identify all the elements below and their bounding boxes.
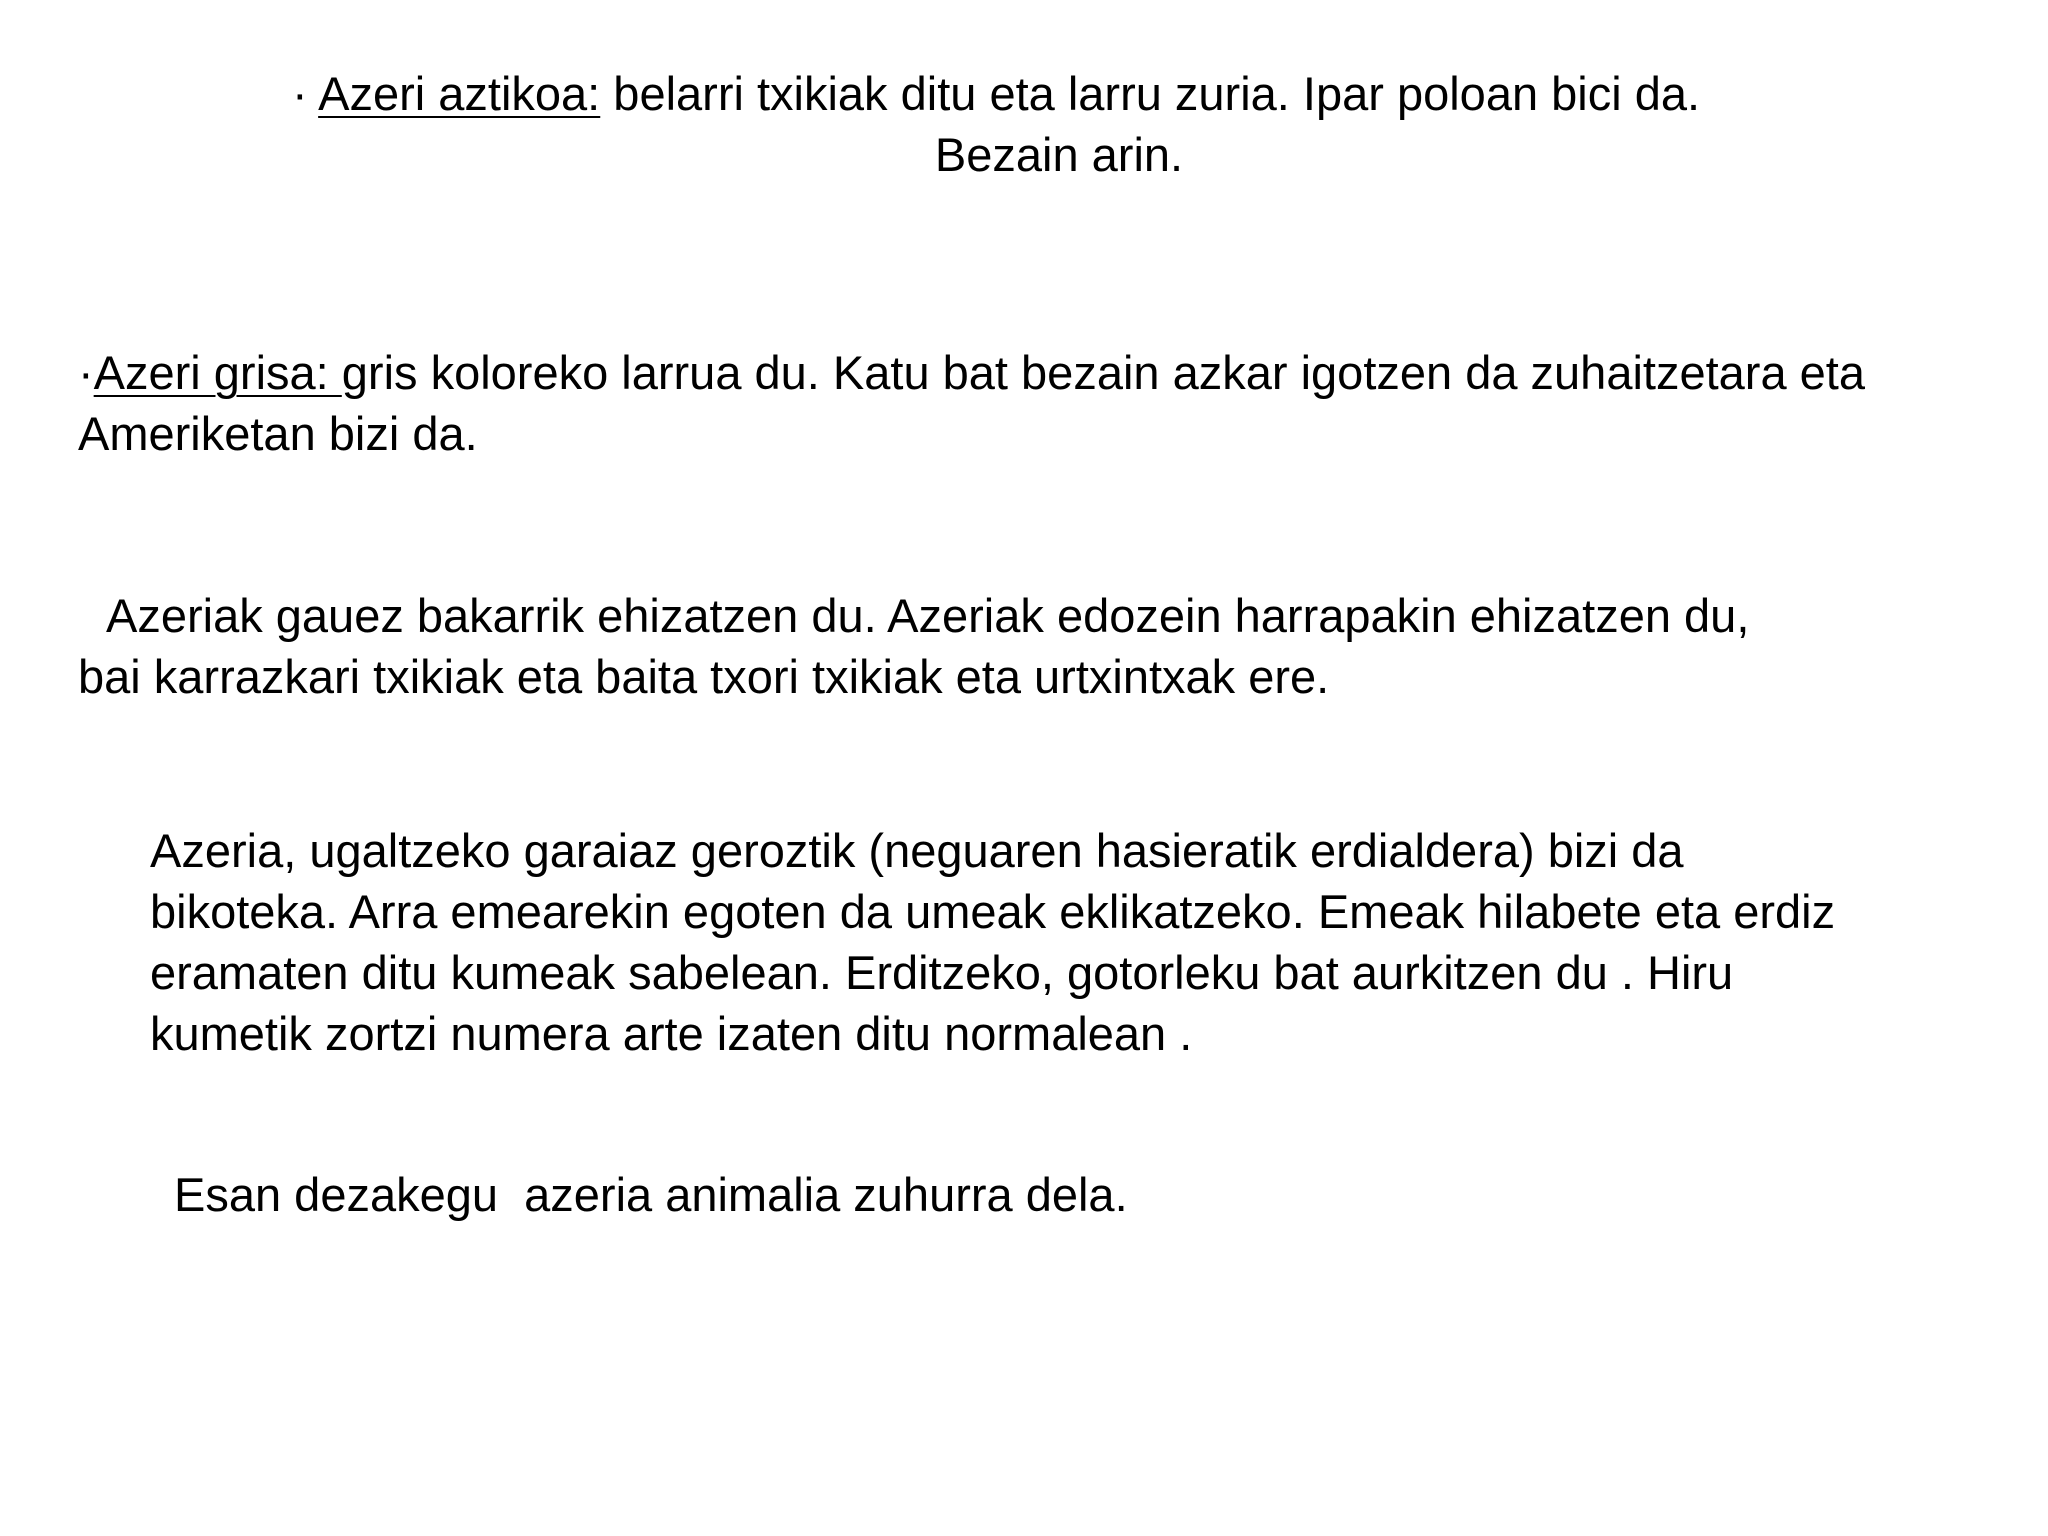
paragraph-line: bikoteka. Arra emearekin egoten da umeak eklikatzeko. Emeak hilabete eta erdiz xyxy=(150,885,1836,938)
paragraph-text: belarri txikiak ditu eta larru zuria. Ipar poloan bici da. xyxy=(600,67,1701,120)
term-label: Azeri grisa: xyxy=(93,346,342,399)
paragraph-line: Azeria, ugaltzeko garaiaz geroztik (neguaren hasieratik erdialdera) bizi da xyxy=(150,824,1684,877)
paragraph-line: Azeriak gauez bakarrik ehizatzen du. Azeriak edozein harrapakin ehizatzen du, xyxy=(106,589,1750,642)
paragraph-line: Bezain arin. xyxy=(934,128,1184,181)
paragraph-line xyxy=(292,63,1700,124)
paragraph-conclusion xyxy=(174,1164,1128,1225)
paragraph-text: gris koloreko larrua du. Katu bat bezain azkar igotzen da zuhaitzetara eta xyxy=(341,346,1865,399)
paragraph-reproduction xyxy=(150,820,1835,1064)
term-label: Azeri aztikoa: xyxy=(318,67,601,120)
paragraph-line xyxy=(78,342,1865,403)
paragraph-line: Ameriketan bizi da. xyxy=(78,407,478,460)
paragraph-line: kumetik zortzi numera arte izaten ditu normalean . xyxy=(150,1007,1193,1060)
paragraph-azeri-grisa xyxy=(78,342,1865,464)
paragraph-line: Esan dezakegu azeria animalia zuhurra dela. xyxy=(174,1168,1128,1221)
paragraph-line: bai karrazkari txikiak eta baita txori txikiak eta urtxintxak ere. xyxy=(78,650,1330,703)
paragraph-line: eramaten ditu kumeak sabelean. Erditzeko, gotorleku bat aurkitzen du . Hiru xyxy=(150,946,1734,999)
paragraph-hunting xyxy=(78,585,1749,707)
bullet: · xyxy=(292,67,319,120)
bullet: · xyxy=(78,346,94,399)
